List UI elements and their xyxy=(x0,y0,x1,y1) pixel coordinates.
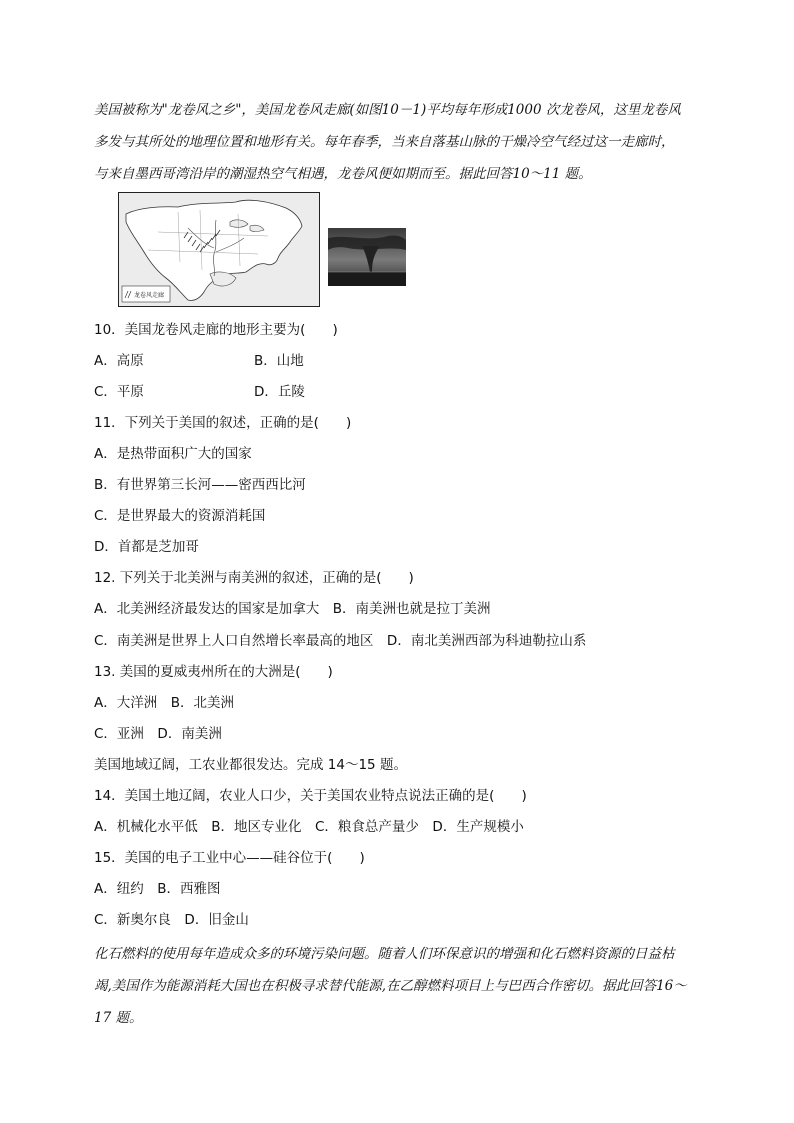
question-13-options-cd: C．亚洲 D．南美洲 xyxy=(94,726,222,742)
intro-paragraph-line-2: 多发与其所处的地理位置和地形有关。每年春季，当来自落基山脉的干燥冷空气经过这一走廊时， xyxy=(94,134,675,150)
question-11-option-b: B．有世界第三长河——密西西比河 xyxy=(94,477,306,493)
intro-paragraph-3-line-1: 化石燃料的使用每年造成众多的环境污染问题。随着人们环保意识的增强和化石燃料资源的日益枯 xyxy=(94,946,675,962)
question-15-stem: 15．美国的电子工业中心——硅谷位于( ) xyxy=(94,850,365,866)
question-10-option-a: A．高原 xyxy=(94,353,144,369)
question-15-options-ab: A．纽约 B．西雅图 xyxy=(94,881,221,897)
question-12-stem: 12. 下列关于北美洲与南美洲的叙述，正确的是( ) xyxy=(94,570,414,586)
north-america-map-image xyxy=(118,192,320,307)
tornado-photo-image xyxy=(328,228,406,286)
question-10-stem: 10．美国龙卷风走廊的地形主要为( ) xyxy=(94,322,338,338)
question-11-option-d: D．首都是芝加哥 xyxy=(94,539,199,555)
question-15-options-cd: C．新奥尔良 D．旧金山 xyxy=(94,912,249,928)
intro-paragraph-3-line-2: 竭,美国作为能源消耗大国也在积极寻求替代能源,在乙醇燃料项目上与巴西合作密切。据此回答16～ xyxy=(94,978,687,994)
question-12-options-cd: C．南美洲是世界上人口自然增长率最高的地区 D．南北美洲西部为科迪勒拉山系 xyxy=(94,633,587,649)
intro-paragraph-line-3: 与来自墨西哥湾沿岸的潮湿热空气相遇，龙卷风便如期而至。据此回答10～11 题。 xyxy=(94,166,592,182)
question-10-option-b: B．山地 xyxy=(254,353,304,369)
intro-paragraph-3-line-3: 17 题。 xyxy=(94,1010,143,1026)
question-10-option-c: C．平原 xyxy=(94,384,144,400)
intro-paragraph-2: 美国地域辽阔，工农业都很发达。完成 14～15 题。 xyxy=(94,757,407,773)
intro-paragraph-line-1: 美国被称为"龙卷风之乡"，美国龙卷风走廊(如图10－1)平均每年形成1000 次龙卷风，这里龙卷风 xyxy=(94,102,681,118)
question-14-options: A．机械化水平低 B．地区专业化 C．粮食总产量少 D．生产规模小 xyxy=(94,819,524,835)
question-11-stem: 11．下列关于美国的叙述，正确的是( ) xyxy=(94,415,352,431)
tornado-photo xyxy=(328,228,406,286)
map-legend-label: 龙卷风走廊 xyxy=(134,292,165,299)
tornado-alley-map xyxy=(118,192,320,307)
question-14-stem: 14．美国土地辽阔，农业人口少，关于美国农业特点说法正确的是( ) xyxy=(94,788,527,804)
question-11-option-c: C．是世界最大的资源消耗国 xyxy=(94,508,266,524)
question-10-option-d: D．丘陵 xyxy=(254,384,305,400)
question-12-options-ab: A．北美洲经济最发达的国家是加拿大 B．南美洲也就是拉丁美洲 xyxy=(94,601,491,617)
question-13-stem: 13. 美国的夏威夷州所在的大洲是( ) xyxy=(94,664,333,680)
question-11-option-a: A．是热带面积广大的国家 xyxy=(94,446,252,462)
question-13-options-ab: A．大洋洲 B．北美洲 xyxy=(94,695,234,711)
